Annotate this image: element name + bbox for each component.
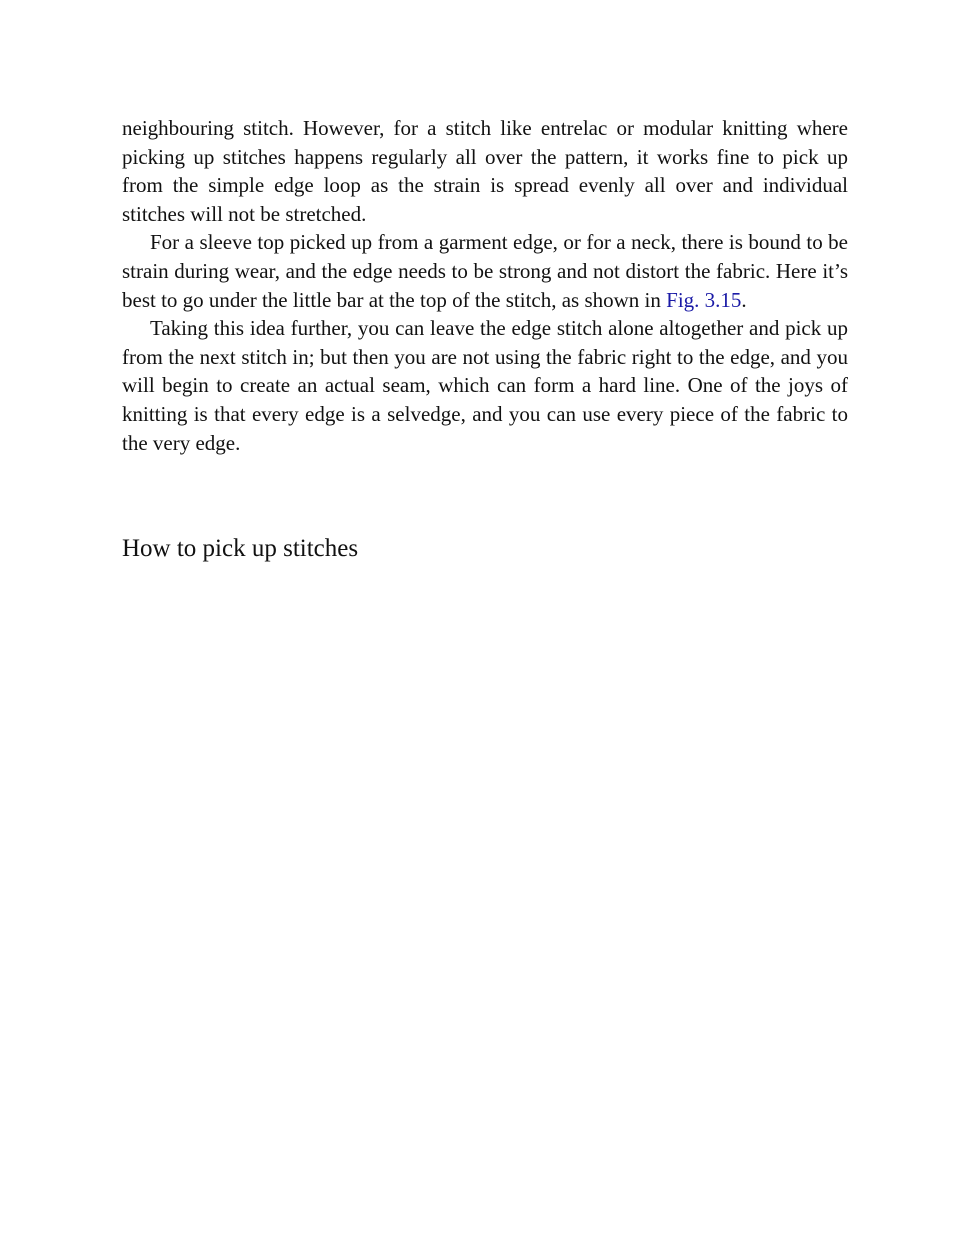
paragraph-continued: neighbouring stitch. However, for a stitch like entrelac or modular knitting where picking up stitches happens regularly all over the pattern, it works fine to pick up from the simple edge loop as the strain is spread evenly all over and individual stitches will not be stretched.: [122, 116, 848, 226]
paragraph-edge-stitch: Taking this idea further, you can leave the edge stitch alone altogether and pick up from the next stitch in; but then you are not using the fabric right to the edge, and you will begin to create an actual seam, which can form a hard line. One of the joys of knitting is that every edge is a selvedge, and you can use every piece of the fabric to the very edge.: [122, 316, 848, 455]
figure-reference-link[interactable]: Fig. 3.15: [666, 287, 742, 312]
paragraph-sleeve-top-end: .: [741, 287, 747, 312]
paragraph-sleeve-top-text: For a sleeve top picked up from a garment edge, or for a neck, there is bound to be strain during wear, and the edge needs to be strong and not distort the fabric. Here it’s best to go under the little bar at the top of the stitch, as shown in: [122, 230, 848, 312]
body-text: [122, 114, 848, 457]
section-heading: How to pick up stitches: [122, 535, 359, 562]
paragraph-sleeve-top: [122, 228, 848, 314]
